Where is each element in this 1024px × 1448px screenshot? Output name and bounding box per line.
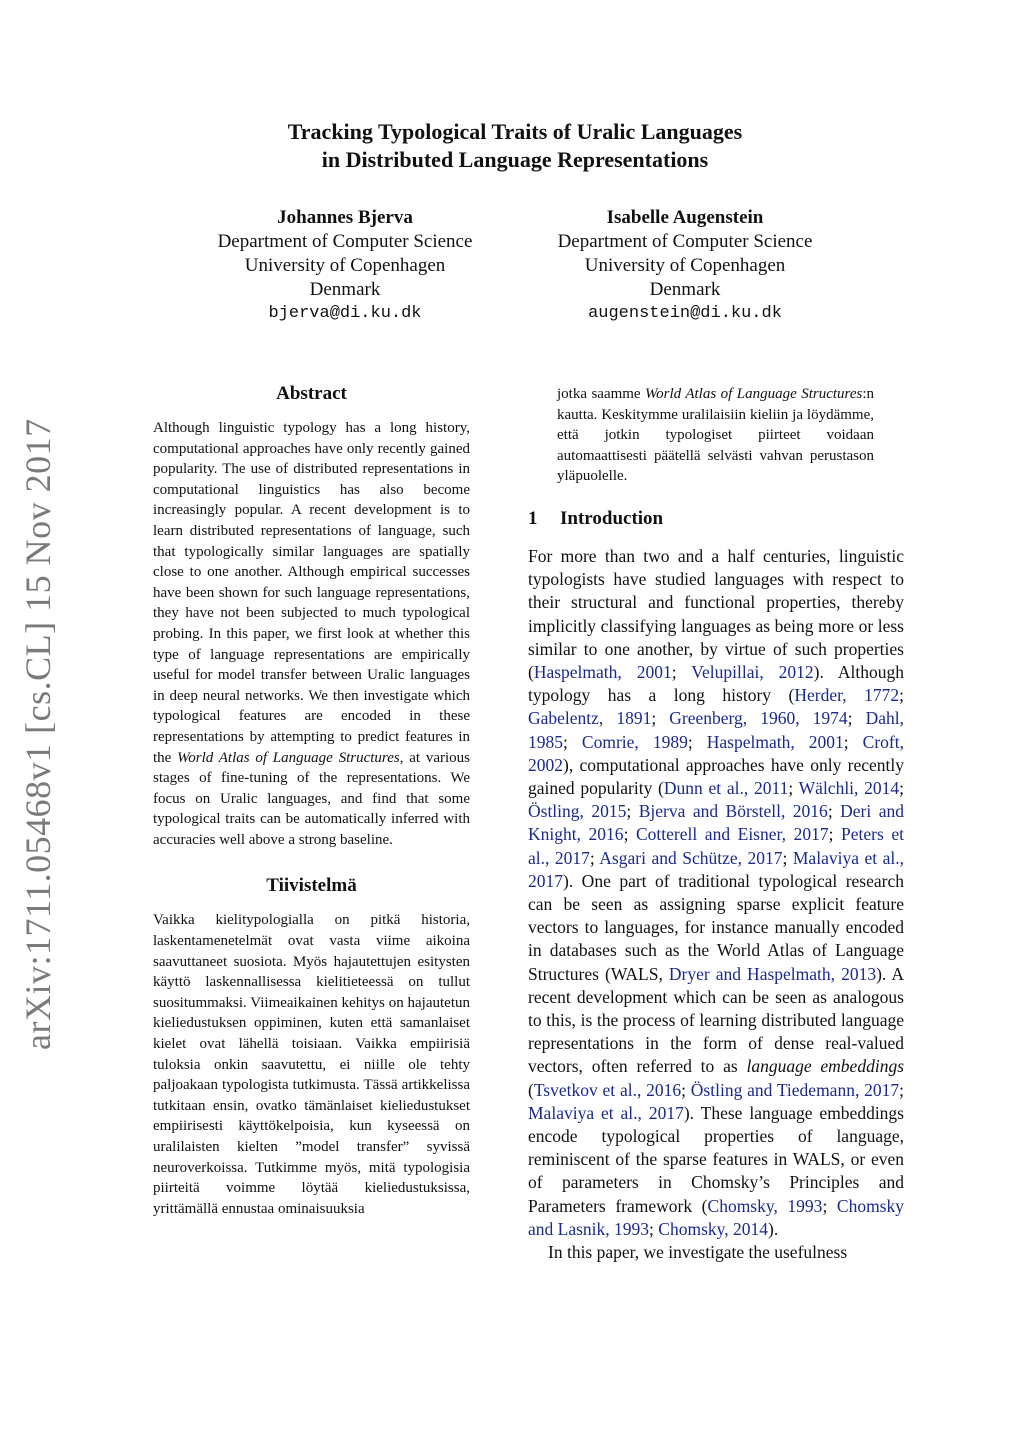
section-title: Introduction — [560, 507, 664, 529]
abstract-heading: Abstract — [276, 383, 347, 404]
citation-link[interactable]: Dunn et al., 2011 — [663, 778, 789, 798]
author-country: Denmark — [309, 279, 381, 300]
citation-link[interactable]: Dahl, 1985 — [528, 708, 904, 752]
citation-link[interactable]: Herder, 1772 — [794, 685, 900, 706]
introduction-heading — [528, 507, 904, 531]
author-country: Denmark — [649, 279, 721, 300]
author-block-1 — [180, 206, 510, 326]
citation-link[interactable]: Deri and Knight, 2016 — [528, 801, 904, 845]
section-number: 1 — [528, 507, 538, 529]
left-column — [153, 382, 470, 1219]
citation-link[interactable]: Haspelmath, 2001 — [706, 731, 844, 752]
author-email: bjerva@di.ku.dk — [268, 304, 422, 323]
introduction-paragraph-2: In this paper, we investigate the usefulness — [548, 1242, 848, 1263]
paper-title — [160, 118, 870, 174]
tiivistelma-text: Vaikka kielitypologialla on pitkä historia, laskentamenetelmät ovat vasta viime aikoina saavuttaneet suosiota. Myös hajautettujen esitysten käyttö laskennallisessa kielitieteessä on tullut suositummaksi. Viimeaikainen kehitys on hajautetun kieliedustuksen oppiminen, kuten että samanlaiset kielet ovat lähellä toisiaan. Vaikka empiirisiä tuloksia onkin saavutettu, ei niille ole tehty paljoakaan typologista tutkimusta. Tässä artikkelissa tutkitaan ensin, ovatko tämänlaiset kieliedustukset empiirisesti käyttökelpoisia, kun kyseessä on uralilaisten kielten ”model transfer” syvissä neuroverkoissa. Tutkimme myös, mitä typologisia piirteitä voimme löytää kieliedustuksissa, yrittämällä ennustaa ominaisuuksia — [153, 912, 470, 1217]
citation-link[interactable]: Chomsky, 1993 — [707, 1195, 823, 1216]
right-column — [528, 384, 904, 1264]
citation-link[interactable]: Malaviya et al., 2017 — [528, 847, 904, 891]
author-email: augenstein@di.ku.dk — [588, 304, 782, 323]
author-university: University of Copenhagen — [244, 255, 446, 276]
citation-link[interactable]: Comrie, 1989 — [581, 731, 688, 752]
citation-link[interactable]: Haspelmath, 2001 — [533, 661, 672, 682]
citation-link[interactable]: Greenberg, 1960, 1974 — [669, 708, 848, 729]
abstract-text: Although linguistic typology has a long history, computational approaches have only recently gained popularity. The use of distributed representations in computational linguistics has also become increasingly popular. A recent development is to learn distributed representations of language, such that typologically similar languages are spatially close to one another. Although empirical successes have been shown for such language representations, they have not been subjected to much typological probing. In this paper, we first look at whether this type of language representations are empirically useful for model transfer between Uralic languages in deep neural networks. We then investigate which typological features are encoded in these representations by attempting to predict features in the World Atlas of Language Structures, at various stages of fine-tuning of the representations. We focus on Uralic languages, and find that some typological traits can be automatically inferred with accuracies well above a strong baseline. — [153, 420, 470, 848]
title-line-2: in Distributed Language Representations — [321, 147, 709, 172]
citation-link[interactable]: Dryer and Haspelmath, 2013 — [668, 963, 877, 984]
citation-link[interactable]: Cotterell and Eisner, 2017 — [636, 824, 829, 845]
tiivistelma-heading: Tiivistelmä — [266, 875, 357, 897]
citation-link[interactable]: Gabelentz, 1891 — [528, 708, 652, 729]
author-name: Isabelle Augenstein — [606, 207, 764, 228]
citation-link[interactable]: Croft, 2002 — [528, 731, 904, 775]
citation-link[interactable]: Peters et al., 2017 — [528, 824, 904, 868]
arxiv-identifier: arXiv:1711.05468v1 [cs.CL] 15 Nov 2017 — [18, 418, 58, 1050]
citation-link[interactable]: Asgari and Schütze, 2017 — [599, 847, 783, 868]
author-block-2 — [520, 206, 850, 326]
author-university: University of Copenhagen — [584, 255, 786, 276]
author-name: Johannes Bjerva — [277, 207, 413, 228]
citation-link[interactable]: Wälchli, 2014 — [798, 778, 900, 798]
author-department: Department of Computer Science — [217, 231, 473, 252]
author-department: Department of Computer Science — [557, 231, 813, 252]
title-line-1: Tracking Typological Traits of Uralic Languages — [287, 119, 743, 144]
citation-link[interactable]: Chomsky and Lasnik, 1993 — [528, 1195, 904, 1239]
introduction-paragraph: For more than two and a half centuries, linguistic typologists have studied languages with respect to their structural and functional properties, thereby implicitly classifying languages as being more or less similar to one another, by virtue of such properties (Haspelmath, 2001; Velupillai, 2012). Although typology has a long history (Herder, 1772; Gabelentz, 1891; Greenberg, 1960, 1974; Dahl, 1985; Comrie, 1989; Haspelmath, 2001; Croft, 2002), computational approaches have only recently gained popularity (Dunn et al., 2011; Wälchli, 2014; Östling, 2015; Bjerva and Börstell, 2016; Deri and Knight, 2016; Cotterell and Eisner, 2017; Peters et al., 2017; Asgari and Schütze, 2017; Malaviya et al., 2017). One part of traditional typological research can be seen as assigning sparse explicit feature vectors to languages, for instance manually encoded in databases such as the World Atlas of Language Structures (WALS, Dryer and Haspelmath, 2013). A recent development which can be seen as analogous to this, is the process of learning distributed language representations in the form of dense real-valued vectors, often referred to as language embeddings (Tsvetkov et al., 2016; Östling and Tiedemann, 2017; Malaviya et al., 2017). These language embeddings encode typological properties of language, reminiscent of the sparse features in WALS, or even of parameters in Chomsky’s Principles and Parameters framework (Chomsky, 1993; Chomsky and Lasnik, 1993; Chomsky, 2014). — [528, 545, 905, 1239]
citation-link[interactable]: Östling, 2015 — [528, 801, 627, 822]
tiivistelma-continuation: jotka saamme World Atlas of Language Structures:n kautta. Keskitymme uralilaisiin kieliin ja löydämme, että jotkin typologiset piirteet voidaan automaattisesti päätellä selvästi vahvan perustason yläpuolelle. — [557, 386, 874, 485]
citation-link[interactable]: Bjerva and Börstell, 2016 — [638, 801, 828, 822]
citation-link[interactable]: Östling and Tiedemann, 2017 — [690, 1079, 900, 1100]
citation-link[interactable]: Velupillai, 2012 — [691, 661, 814, 682]
citation-link[interactable]: Chomsky, 2014 — [658, 1218, 768, 1239]
citation-link[interactable]: Tsvetkov et al., 2016 — [533, 1079, 682, 1100]
citation-link[interactable]: Malaviya et al., 2017 — [528, 1102, 684, 1123]
